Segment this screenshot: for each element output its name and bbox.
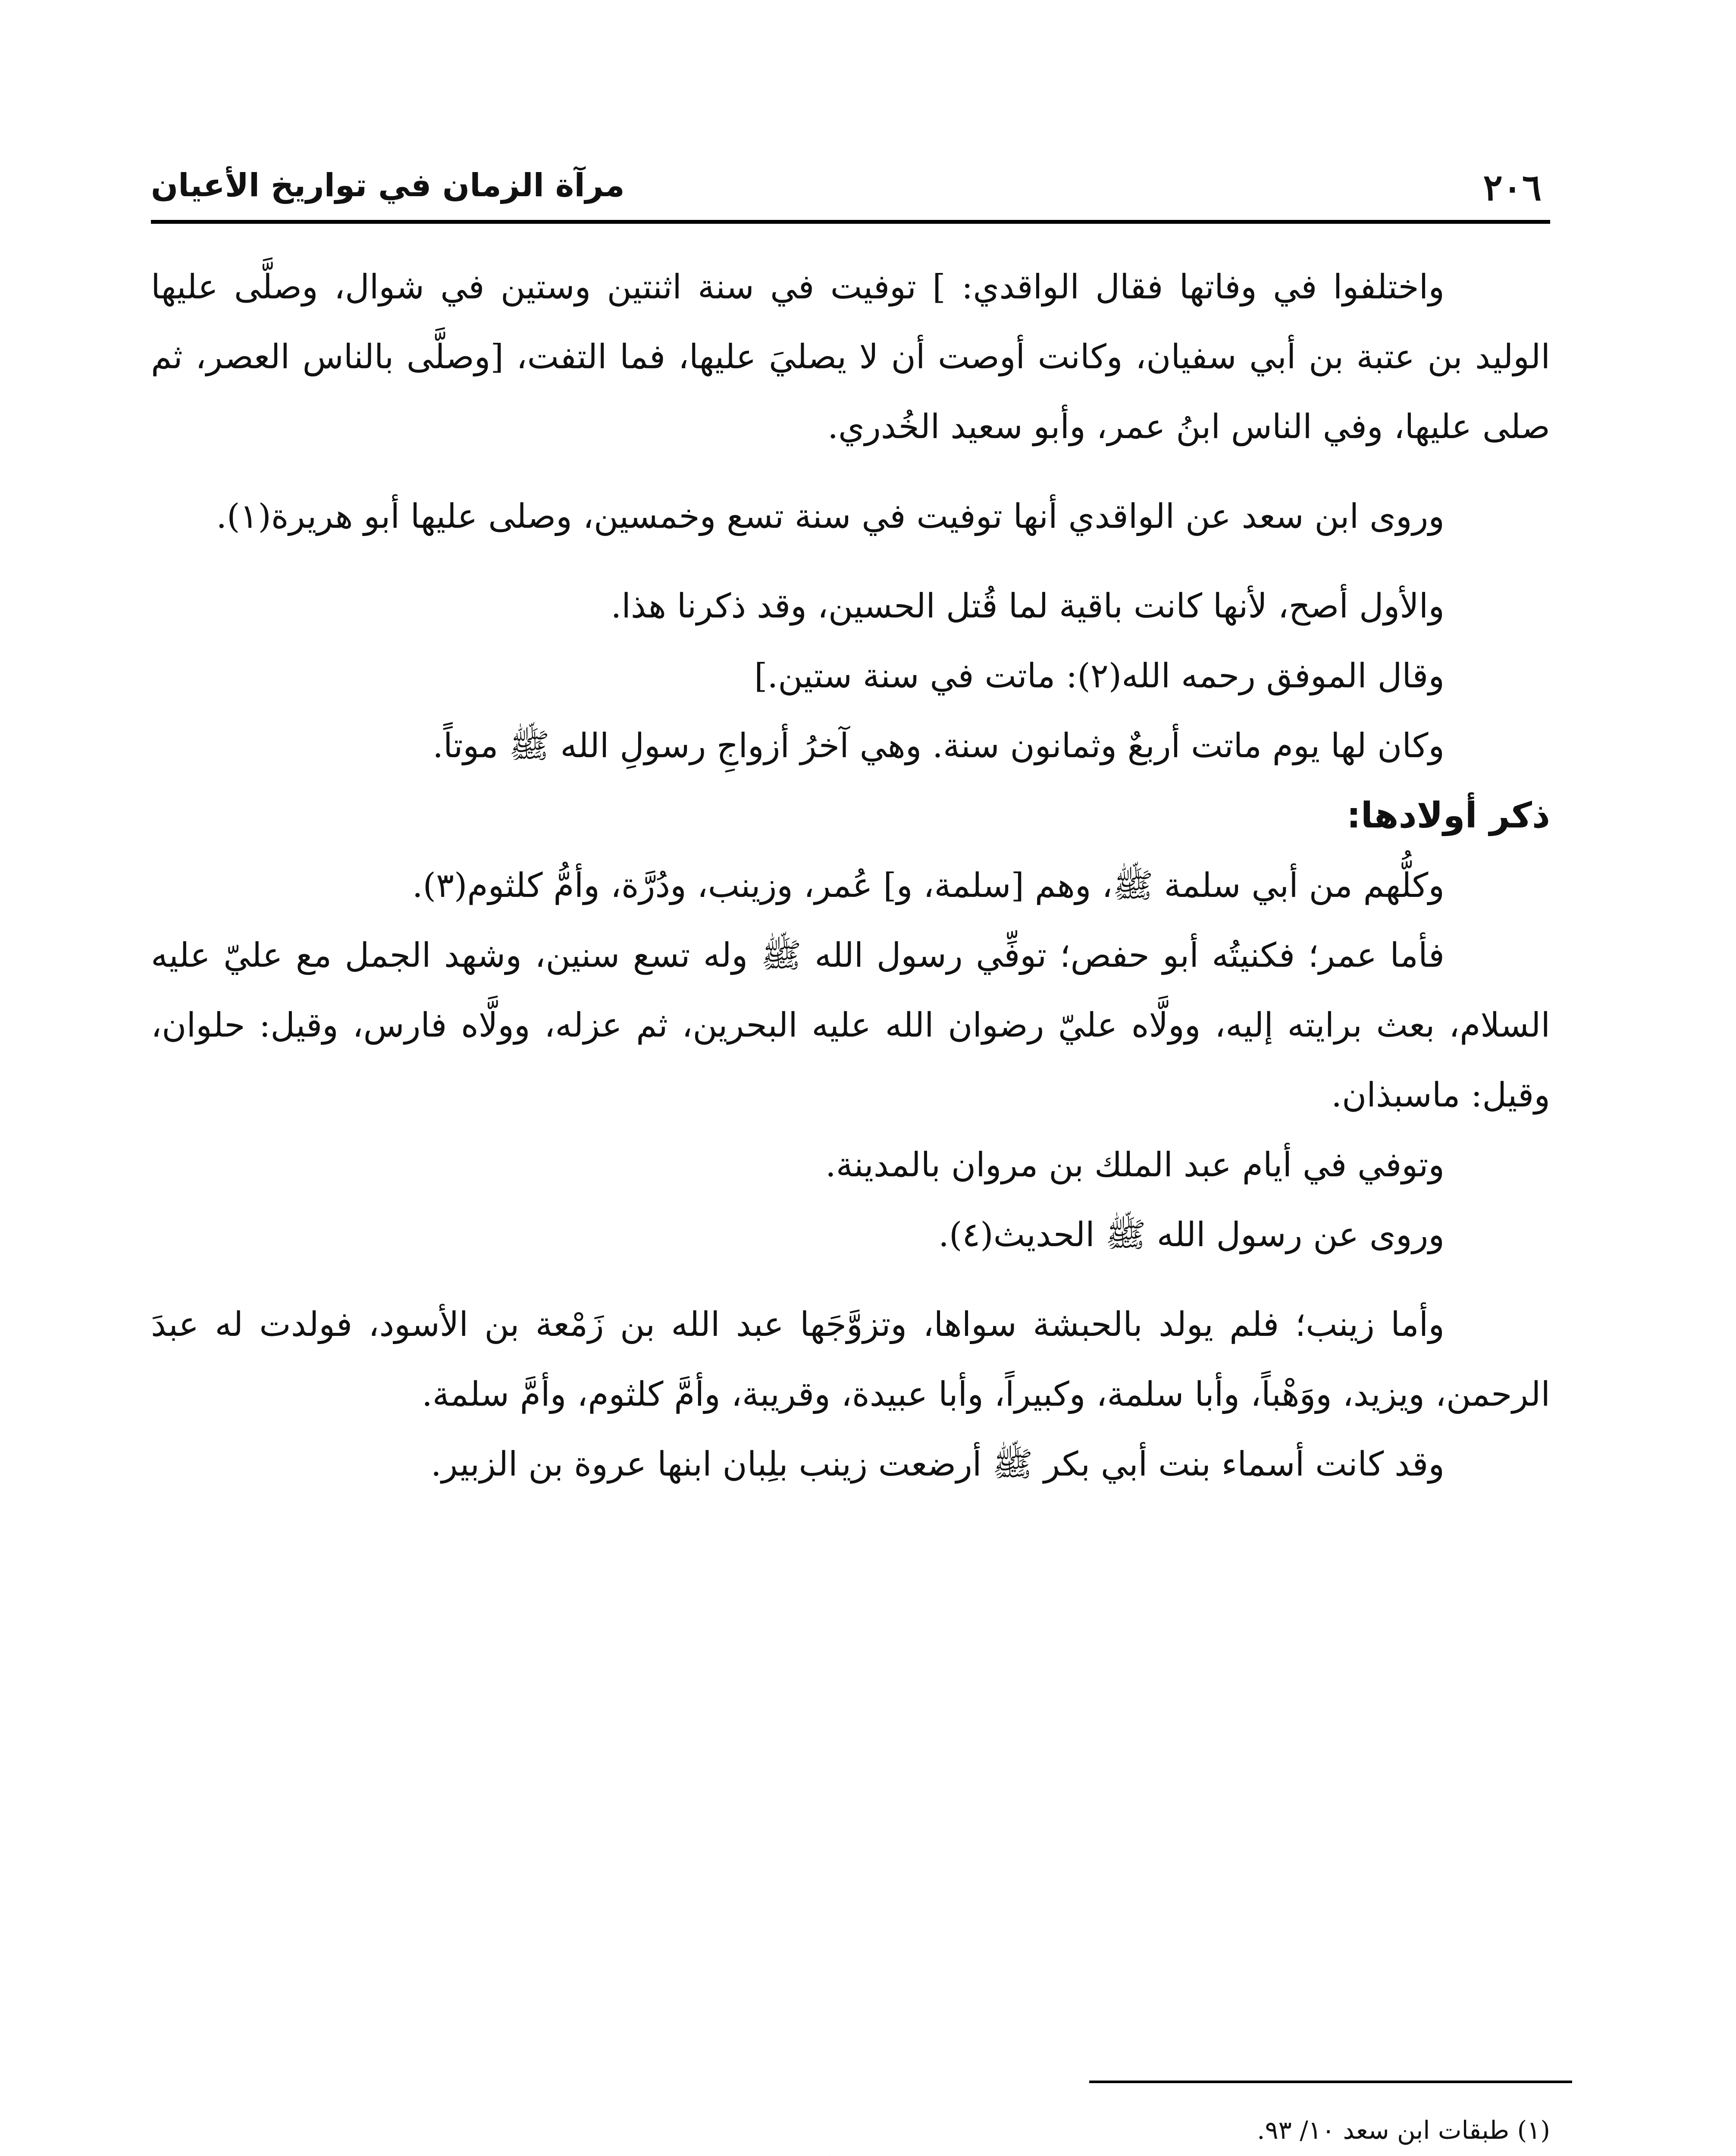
header-divider: [151, 220, 1550, 224]
paragraph: وقال الموفق رحمه الله(٢): ماتت في سنة ستين.]: [754, 657, 1445, 696]
paragraph: وكلُّهم من أبي سلمة ﷺ، وهم [سلمة، و] عُمر، وزينب، ودُرَّة، وأمُّ كلثوم(٣).: [412, 866, 1445, 905]
page-header: [151, 149, 1550, 213]
section-heading: ذكر أولادها:: [1347, 795, 1550, 836]
paragraph: وقد كانت أسماء بنت أبي بكر ﷺ أرضعت زينب بلِبان ابنها عروة بن الزبير.: [430, 1445, 1445, 1484]
footnote: (١) طبقات ابن سعد ١٠/ ٩٣.: [1257, 2115, 1550, 2145]
paragraph: وتوفي في أيام عبد الملك بن مروان بالمدينة.: [825, 1146, 1445, 1185]
paragraph: وكان لها يوم ماتت أربعٌ وثمانون سنة. وهي آخرُ أزواجِ رسولِ الله ﷺ موتاً.: [432, 727, 1445, 765]
page-number: ٢٠٦: [1483, 166, 1542, 209]
footnotes: [151, 2104, 1550, 2156]
footnote-divider: [1089, 2081, 1572, 2083]
paragraph: والأول أصح، لأنها كانت باقية لما قُتل الحسين، وقد ذكرنا هذا.: [611, 587, 1445, 626]
paragraph: وروى عن رسول الله ﷺ الحديث(٤).: [938, 1216, 1445, 1254]
main-text: [151, 252, 1550, 1499]
paragraph: واختلفوا في وفاتها فقال الواقدي: ] توفيت في سنة اثنتين وستين في شوال، وصلَّى عليها الوليد بن عتبة بن أبي سفيان، وكانت أوصت أن لا يصليَ عليها، فما التفت، [وصلَّى بالناس العصر، ثم صلى عليها، وفي الناس ابنُ عمر، وأبو سعيد الخُدري.: [151, 268, 1550, 446]
paragraph: وأما زينب؛ فلم يولد بالحبشة سواها، وتزوَّجَها عبد الله بن زَمْعة بن الأسود، فولدت له عبدَ الرحمن، ويزيد، ووَهْباً، وأبا سلمة، وكبيراً، وأبا عبيدة، وقريبة، وأمَّ كلثوم، وأمَّ سلمة.: [151, 1305, 1550, 1414]
running-title: مرآة الزمان في تواريخ الأعيان: [151, 167, 625, 204]
paragraph: وروى ابن سعد عن الواقدي أنها توفيت في سنة تسع وخمسين، وصلى عليها أبو هريرة(١).: [216, 497, 1445, 536]
paragraph: فأما عمر؛ فكنيتُه أبو حفص؛ توفِّي رسول الله ﷺ وله تسع سنين، وشهد الجمل مع عليّ عليه السلام، بعث برايته إليه، وولَّاه عليّ رضوان الله عليه البحرين، ثم عزله، وولَّاه فارس، وقيل: حلوان، وقيل: ماسبذان.: [151, 936, 1550, 1115]
